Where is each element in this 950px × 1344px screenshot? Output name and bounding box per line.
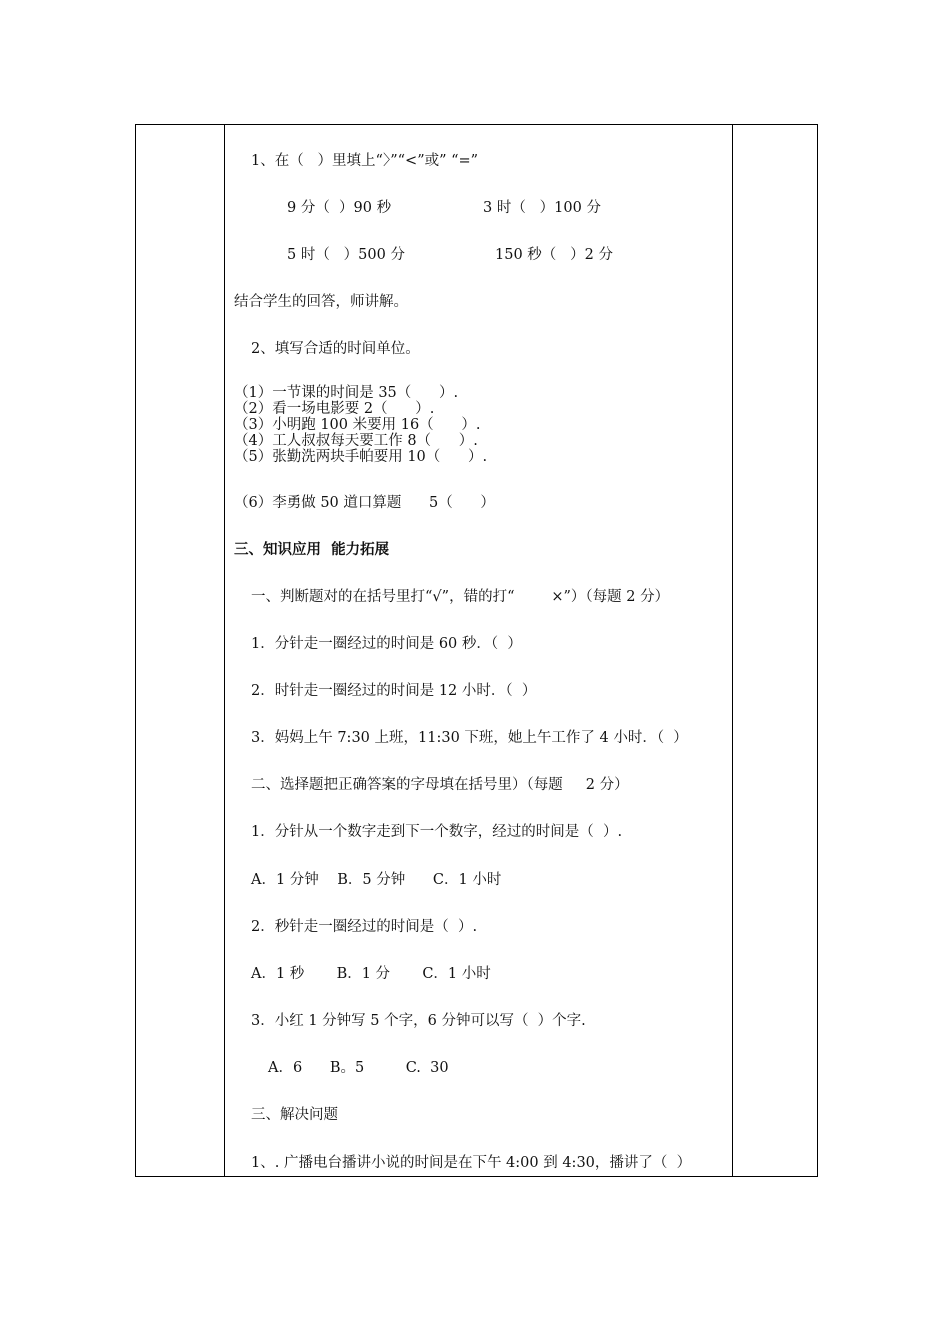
- solve-question: 1、. 广播电台播讲小说的时间是在下午 4:00 到 4:30，播讲了（ ）: [251, 1155, 692, 1171]
- choice-options: A．1 分钟 B．5 分钟 C．1 小时: [251, 872, 502, 888]
- section-heading: 三、知识应用 能力拓展: [234, 542, 390, 558]
- choice-title: 二、选择题把正确答案的字母填在括号里）（每题 2 分）: [251, 777, 629, 793]
- solve-title: 三、解决问题: [251, 1107, 338, 1123]
- content-cell: [225, 125, 732, 1176]
- choice-question: 1．分针从一个数字走到下一个数字，经过的时间是（ ）.: [251, 824, 623, 840]
- units-item: （1）一节课的时间是 35（ ）.: [234, 385, 459, 401]
- teacher-note: 结合学生的回答，师讲解。: [234, 294, 408, 310]
- compare-row2-right: 150 秒（ ）2 分: [495, 247, 613, 263]
- compare-question-title: 1、在（ ）里填上“〉”“<”或” “=”: [251, 153, 479, 169]
- units-question-title: 2、填写合适的时间单位。: [251, 341, 420, 357]
- compare-row2-left: 5 时（ ）500 分: [287, 247, 405, 263]
- choice-question: 2．秒针走一圈经过的时间是（ ）.: [251, 919, 478, 935]
- choice-question: 3．小红 1 分钟写 5 个字，6 分钟可以写（ ）个字.: [251, 1013, 586, 1029]
- units-item: （3）小明跑 100 米要用 16（ ）.: [234, 417, 481, 433]
- units-item: （2）看一场电影要 2（ ）.: [234, 401, 435, 417]
- units-item: （6）李勇做 50 道口算题 5（ ）: [234, 495, 495, 511]
- units-item: （5）张勤洗两块手帕要用 10（ ）.: [234, 449, 488, 465]
- judge-item: 1．分针走一圈经过的时间是 60 秒．（ ）: [251, 636, 522, 652]
- column-divider-right: [732, 125, 733, 1176]
- compare-row1-right: 3 时（ ）100 分: [483, 200, 601, 216]
- judge-title: 一、判断题对的在括号里打“√”，错的打“ ×”）（每题 2 分）: [251, 589, 670, 605]
- units-item: （4）工人叔叔每天要工作 8（ ）.: [234, 433, 478, 449]
- choice-options: A．6 B。5 C. 30: [268, 1060, 449, 1076]
- judge-item: 3．妈妈上午 7:30 上班，11:30 下班，她上午工作了 4 小时．（ ）: [251, 730, 688, 746]
- lesson-table: [135, 124, 818, 1177]
- compare-row1-left: 9 分（ ）90 秒: [287, 200, 392, 216]
- judge-item: 2．时针走一圈经过的时间是 12 小时．（ ）: [251, 683, 537, 699]
- choice-options: A．1 秒 B．1 分 C．1 小时: [251, 966, 491, 982]
